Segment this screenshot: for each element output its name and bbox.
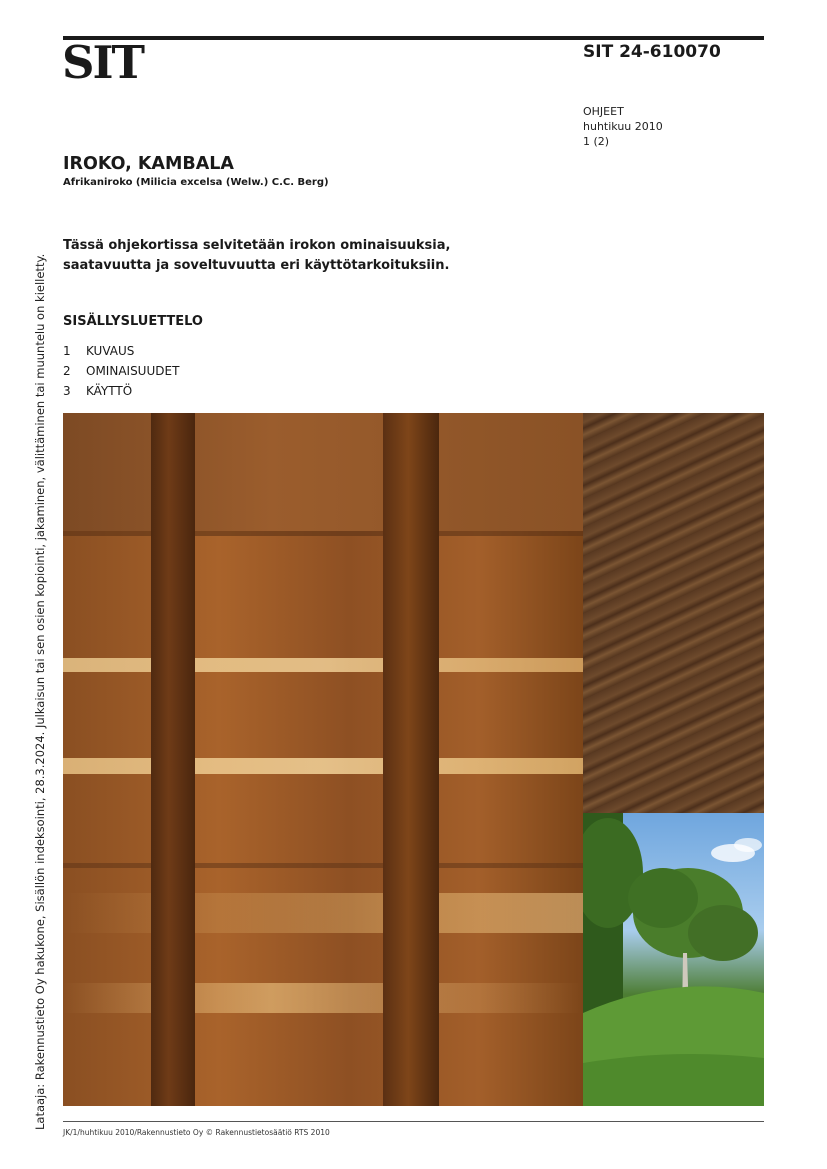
bottom-rule — [63, 1121, 764, 1122]
iroko-tree-photo — [583, 813, 764, 1106]
wood-floor-photo — [583, 413, 764, 813]
toc-list — [63, 341, 179, 401]
toc-item[interactable] — [63, 341, 179, 361]
wood-panel-photo — [63, 413, 583, 1106]
wood-post — [151, 413, 195, 1106]
page-footer: JK/1/huhtikuu 2010/Rakennustieto Oy © Rakennustietosäätiö RTS 2010 — [63, 1128, 330, 1137]
toc-item-label: KUVAUS — [86, 344, 135, 358]
side-download-notice: Lataaja: Rakennustieto Oy hakukone, Sisällön indeksointi, 28.3.2024. Julkaisun tai sen osien kopiointi, jakaminen, välittäminen tai muuntelu on kielletty. — [33, 253, 47, 1130]
toc-item[interactable] — [63, 361, 179, 381]
top-rule — [63, 36, 764, 40]
intro-line-1: Tässä ohjekortissa selvitetään irokon ominaisuuksia, — [63, 238, 451, 253]
toc-item-number: 1 — [63, 344, 71, 358]
toc-item-label: KÄYTTÖ — [86, 384, 133, 398]
intro-text — [63, 236, 563, 276]
panel-seam — [63, 863, 583, 868]
page-subtitle: Afrikaniroko (Milicia excelsa (Welw.) C.C. Berg) — [63, 177, 329, 188]
light-streak — [63, 758, 583, 774]
meta-type: OHJEET — [583, 105, 624, 118]
panel-seam — [63, 531, 583, 536]
toc-item-number: 2 — [63, 364, 71, 378]
panel-plank — [63, 413, 583, 531]
toc-heading: SISÄLLYSLUETTELO — [63, 314, 203, 329]
toc-item-number: 3 — [63, 384, 71, 398]
document-meta — [583, 104, 663, 149]
tree-illustration — [583, 813, 764, 1106]
toc-item-label: OMINAISUUDET — [86, 364, 180, 378]
light-streak — [63, 658, 583, 672]
page-title: IROKO, KAMBALA — [63, 154, 234, 174]
document-number: SIT 24-610070 — [583, 42, 721, 62]
sit-logo: SIT — [62, 36, 144, 89]
light-streak — [63, 983, 583, 1013]
toc-item[interactable] — [63, 381, 179, 401]
meta-page: 1 (2) — [583, 135, 610, 148]
light-streak — [63, 893, 583, 933]
meta-date: huhtikuu 2010 — [583, 120, 663, 133]
wood-post — [383, 413, 439, 1106]
intro-line-2: saatavuutta ja soveltuvuutta eri käyttötarkoituksiin. — [63, 258, 450, 273]
